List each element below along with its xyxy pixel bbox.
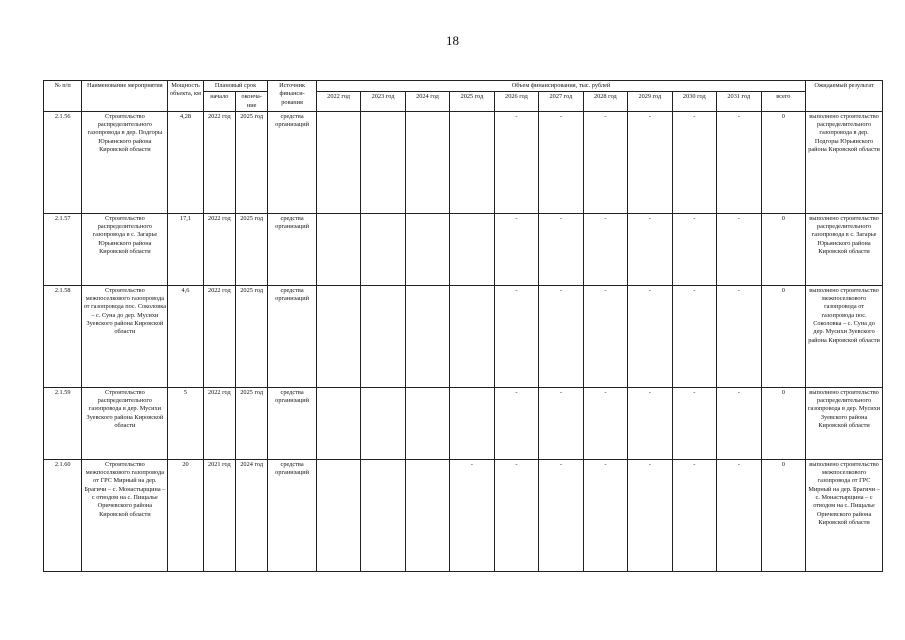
header-num: № п/п [44,81,82,112]
header-result: Ожидаемый результат [806,81,883,112]
row-funding-cell: - [539,213,583,285]
header-name: Наименование мероприятия [82,81,168,112]
row-start: 2021 год [203,459,235,571]
row-num: 2.1.58 [44,285,82,387]
row-funding-cell: - [717,387,761,459]
row-capacity: 4,6 [168,285,203,387]
row-funding-cell: - [494,459,538,571]
row-end: 2024 год [236,459,268,571]
row-funding-cell: - [628,459,672,571]
header-capacity: Мощность объекта, км [168,81,203,112]
row-funding-cell [316,285,360,387]
row-funding-cell: - [450,459,494,571]
row-funding-cell [405,459,449,571]
row-funding-cell [361,459,405,571]
row-result: выполнено строительство межпоселкового газопровода от газопровода пос. Соколовка – с. Суна до дер. Мусихи Зуевского района Кировской области [806,285,883,387]
row-funding-cell: - [628,285,672,387]
header-year: 2027 год [539,92,583,112]
page-number: 18 [446,33,459,48]
header-schedule-start: начало [203,92,235,112]
row-num: 2.1.57 [44,213,82,285]
row-source: средства организаций [268,111,317,213]
row-capacity: 17,1 [168,213,203,285]
row-funding-cell [316,387,360,459]
row-name: Строительство межпоселкового газопровода от газопровода пос. Соколовка – с. Суна до дер. Мусихи Зуевского района Кировской области [82,285,168,387]
row-funding-cell [316,459,360,571]
row-end: 2025 год [236,285,268,387]
row-total: 0 [761,111,806,213]
header-year: 2025 год [450,92,494,112]
row-name: Строительство распределительного газопровода в с. Загарье Юрьянского района Кировской области [82,213,168,285]
row-funding-cell [361,213,405,285]
header-year: 2028 год [583,92,627,112]
row-source: средства организаций [268,459,317,571]
row-result: выполнено строительство распределительного газопровода в дер. Подгоры Юрьянского района Кировской области [806,111,883,213]
row-funding-cell: - [672,213,716,285]
row-funding-cell: - [672,459,716,571]
row-num: 2.1.59 [44,387,82,459]
row-funding-cell: - [494,111,538,213]
row-funding-cell: - [672,387,716,459]
row-funding-cell: - [717,111,761,213]
header-year: 2022 год [316,92,360,112]
row-funding-cell: - [539,285,583,387]
row-result: выполнено строительство распределительного газопровода в с. Загарье Юрьянского района Кировской области [806,213,883,285]
row-name: Строительство распределительного газопровода в дер. Мусихи Зуевского района Кировской области [82,387,168,459]
row-funding-cell: - [583,111,627,213]
row-start: 2022 год [203,111,235,213]
row-funding-cell [405,387,449,459]
row-end: 2025 год [236,213,268,285]
row-num: 2.1.60 [44,459,82,571]
row-funding-cell [361,387,405,459]
row-funding-cell: - [672,111,716,213]
row-result: выполнено строительство распределительного газопровода в дер. Мусихи Зуевского района Кировской области [806,387,883,459]
row-funding-cell [316,111,360,213]
row-start: 2022 год [203,387,235,459]
row-num: 2.1.56 [44,111,82,213]
row-funding-cell: - [717,285,761,387]
table-row [44,213,883,285]
row-total: 0 [761,213,806,285]
header-year: 2031 год [717,92,761,112]
header-total: всего [761,92,806,112]
row-total: 0 [761,285,806,387]
row-funding-cell [450,387,494,459]
row-capacity: 4,28 [168,111,203,213]
row-funding-cell: - [717,459,761,571]
table-row [44,459,883,571]
row-start: 2022 год [203,213,235,285]
row-funding-cell: - [494,387,538,459]
header-year: 2024 год [405,92,449,112]
row-end: 2025 год [236,387,268,459]
row-start: 2022 год [203,285,235,387]
row-funding-cell: - [672,285,716,387]
row-funding-cell [361,111,405,213]
header-schedule-end: оконча-ние [236,92,268,112]
row-source: средства организаций [268,213,317,285]
row-name: Строительство распределительного газопровода в дер. Подгоры Юрьянского района Кировской области [82,111,168,213]
row-funding-cell: - [717,213,761,285]
row-funding-cell: - [539,459,583,571]
header-year: 2029 год [628,92,672,112]
row-funding-cell: - [583,459,627,571]
row-funding-cell: - [628,111,672,213]
header-year: 2023 год [361,92,405,112]
table-row [44,387,883,459]
row-funding-cell: - [494,213,538,285]
row-funding-cell: - [628,387,672,459]
header-funding: Объем финансирования, тыс. рублей [316,81,805,92]
row-funding-cell [316,213,360,285]
row-funding-cell: - [583,387,627,459]
row-total: 0 [761,387,806,459]
row-funding-cell [450,111,494,213]
row-funding-cell: - [583,213,627,285]
row-funding-cell: - [494,285,538,387]
row-funding-cell: - [539,111,583,213]
header-source: Источник финанси-рования [268,81,317,112]
header-row-top [44,81,883,92]
header-year: 2026 год [494,92,538,112]
row-capacity: 5 [168,387,203,459]
row-total: 0 [761,459,806,571]
row-funding-cell [450,213,494,285]
header-schedule: Плановый срок [203,81,268,92]
table-row [44,111,883,213]
table-row [44,285,883,387]
row-funding-cell [450,285,494,387]
row-result: выполнено строительство межпоселкового газопровода от ГРС Мирный на дер. Брагичи – с. Монастырщина – с отводом на с. Пищалье Оричевского района Кировской области [806,459,883,571]
row-capacity: 20 [168,459,203,571]
row-funding-cell [361,285,405,387]
row-source: средства организаций [268,387,317,459]
funding-plan-table [43,80,883,572]
row-funding-cell [405,213,449,285]
row-funding-cell [405,285,449,387]
row-end: 2025 год [236,111,268,213]
header-year: 2030 год [672,92,716,112]
row-funding-cell: - [583,285,627,387]
row-funding-cell [405,111,449,213]
row-source: средства организаций [268,285,317,387]
row-funding-cell: - [628,213,672,285]
row-name: Строительство межпоселкового газопровода от ГРС Мирный на дер. Брагичи – с. Монастырщина – с отводом на с. Пищалье Оричевского района Кировской области [82,459,168,571]
row-funding-cell: - [539,387,583,459]
